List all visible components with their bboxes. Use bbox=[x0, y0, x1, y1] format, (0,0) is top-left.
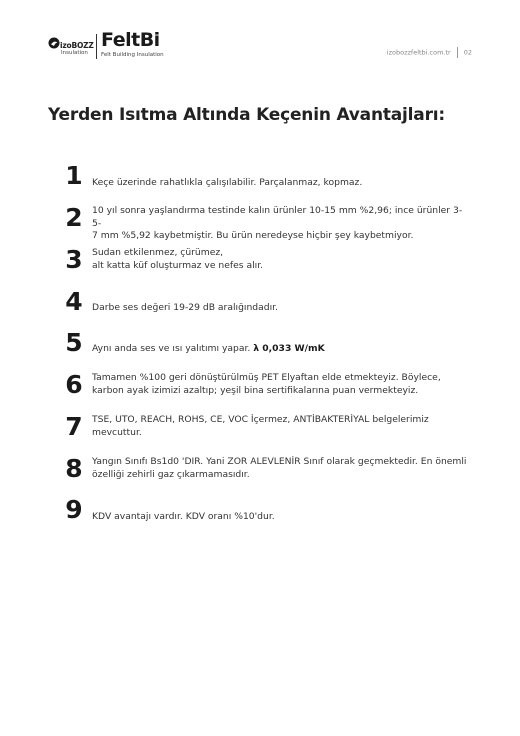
item-number: 3 bbox=[65, 245, 83, 274]
item-text bbox=[92, 302, 471, 315]
item-text bbox=[92, 247, 471, 272]
item-text-line: özelliği zehirli gaz çıkarmamasıdır. bbox=[92, 468, 250, 480]
item-text bbox=[92, 343, 471, 356]
item-text bbox=[92, 205, 471, 243]
header-meta bbox=[387, 47, 472, 58]
item-number: 9 bbox=[65, 495, 83, 524]
item-text bbox=[92, 372, 471, 397]
item-text-line: TSE, UTO, REACH, ROHS, CE, VOC İçermez, ANTİBAKTERİYAL belgelerimiz bbox=[92, 414, 429, 425]
logo-divider bbox=[96, 34, 97, 59]
item-text-line: KDV avantajı vardır. KDV oranı %10'dur. bbox=[92, 511, 275, 522]
item-text bbox=[92, 414, 471, 439]
website-link[interactable]: izobozzfeltbi.com.tr bbox=[386, 48, 451, 57]
item-text-line: Darbe ses değeri 19-29 dB aralığındadır. bbox=[92, 302, 278, 313]
item-text bbox=[92, 511, 471, 524]
item-number: 4 bbox=[65, 287, 83, 316]
feltbi-logo-subtitle: Felt Building Insulation bbox=[101, 52, 164, 58]
izobozz-logo bbox=[48, 35, 92, 61]
izobozz-logo-subtitle: Insulation bbox=[61, 50, 88, 56]
thermal-conductivity-value: λ 0,033 W/mK bbox=[253, 343, 325, 354]
item-number: 6 bbox=[65, 370, 83, 399]
item-text-line: karbon ayak izimizi azaltıp; yeşil bina sertifikalarına puan vermekteyiz. bbox=[92, 384, 419, 396]
feltbi-logo-name: FeltBi bbox=[101, 29, 160, 51]
item-text-line: Tamamen %100 geri dönüştürülmüş PET Elyaftan elde etmekteyiz. Böylece, bbox=[92, 372, 441, 383]
item-text-line: Yangın Sınıfı Bs1d0 'DIR. Yani ZOR ALEVLENİR Sınıf olarak geçmektedir. En önemli bbox=[92, 456, 467, 467]
item-number: 5 bbox=[65, 328, 83, 357]
izobozz-logo-mark-icon bbox=[48, 37, 60, 49]
item-text-line: Aynı anda ses ve ısı yalıtımı yapar. bbox=[92, 343, 251, 354]
izobozz-logo-name: izoBOZZ bbox=[60, 41, 94, 50]
item-text bbox=[92, 456, 471, 481]
item-text-line: alt katta küf oluşturmaz ve nefes alır. bbox=[92, 259, 264, 271]
item-text-line: mevcuttur. bbox=[92, 426, 142, 438]
item-text-line: Keçe üzerinde rahatlıkla çalışılabilir. Parçalanmaz, kopmaz. bbox=[92, 177, 363, 188]
page-header bbox=[48, 29, 472, 63]
item-number: 2 bbox=[65, 203, 83, 232]
item-number: 1 bbox=[65, 161, 83, 190]
item-text-line: 7 mm %5,92 kaybetmiştir. Bu ürün neredeyse hiçbir şey kaybetmiyor. bbox=[92, 230, 414, 241]
item-text-line: Sudan etkilenmez, çürümez, bbox=[92, 247, 224, 258]
item-text-line: 10 yıl sonra yaşlandırma testinde kalın ürünler 10-15 mm %2,96; ince ürünler 3-5- bbox=[92, 205, 463, 229]
page-title: Yerden Isıtma Altında Keçenin Avantajları: bbox=[48, 105, 445, 125]
header-separator bbox=[457, 47, 458, 58]
item-text bbox=[92, 177, 471, 190]
item-number: 7 bbox=[65, 412, 83, 441]
item-number: 8 bbox=[65, 454, 83, 483]
page-number: 02 bbox=[463, 48, 472, 57]
